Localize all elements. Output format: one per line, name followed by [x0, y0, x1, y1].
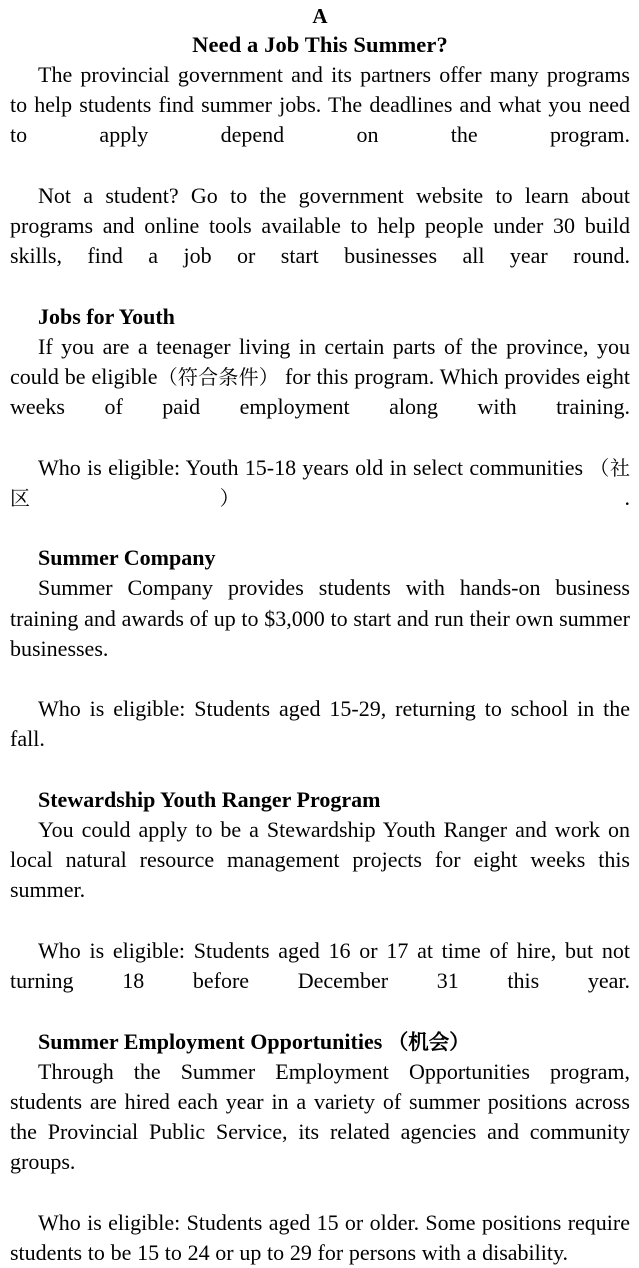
- intro-paragraph-2: Not a student? Go to the government website to learn about programs and online tools available to help people under 30 build skills, find a job or start businesses all year round.: [10, 182, 630, 269]
- chinese-gloss-eligible: （符合条件）: [157, 365, 280, 390]
- program-eligibility-jobs-for-youth: [10, 453, 630, 544]
- chinese-gloss-opportunities: （机会）: [387, 1029, 470, 1054]
- program-body-jobs-for-youth: [10, 332, 630, 453]
- program-body-text-after-gloss: for this program. Which provides eight weeks of paid employment along with training.: [10, 364, 631, 420]
- program-body-summer-employment-opportunities: Through the Summer Employment Opportunities program, students are hired each year in a variety of summer positions across the Provincial Public Service, its related agencies and community groups.: [10, 1058, 630, 1175]
- eligibility-text-after-gloss: .: [624, 484, 631, 510]
- program-heading-summer-company: [10, 543, 630, 573]
- program-heading-text: Stewardship Youth Ranger Program: [38, 786, 381, 812]
- program-eligibility-summer-company: Who is eligible: Students aged 15-29, returning to school in the fall.: [10, 696, 630, 752]
- chinese-gloss-communities: （社区）: [10, 455, 631, 510]
- section-letter: A: [312, 4, 328, 28]
- eligibility-text-before-gloss: Who is eligible: Youth 15-18 years old in select communities: [38, 454, 584, 480]
- program-heading-text: Jobs for Youth: [38, 303, 175, 329]
- program-heading-stewardship-youth-ranger: [10, 785, 630, 815]
- program-body-text-before-gloss: If you are a teenager living in certain parts of the province, you could be eligible: [10, 333, 630, 390]
- program-heading-text: Summer Company: [38, 545, 216, 571]
- intro-paragraph-1: The provincial government and its partners offer many programs to help students find summer jobs. The deadlines and what you need to apply depend on the program.: [10, 62, 630, 148]
- program-body-summer-company: Summer Company provides students with hands-on business training and awards of up to $3,000 to start and run their own summer businesses.: [10, 575, 630, 661]
- program-eligibility-stewardship-youth-ranger: Who is eligible: Students aged 16 or 17 at time of hire, but not turning 18 before December 31 this year.: [10, 937, 630, 994]
- program-heading-summer-employment-opportunities: [10, 1027, 630, 1057]
- program-heading-text: Summer Employment Opportunities: [38, 1028, 383, 1054]
- program-heading-jobs-for-youth: [10, 302, 630, 332]
- program-body-stewardship-youth-ranger: You could apply to be a Stewardship Youth Ranger and work on local natural resource management projects for eight weeks this summer.: [10, 817, 630, 903]
- program-eligibility-summer-employment-opportunities: Who is eligible: Students aged 15 or older. Some positions require students to be 15 to 24 or up to 29 for persons with a disability.: [10, 1209, 630, 1265]
- page-title: Need a Job This Summer?: [192, 32, 448, 57]
